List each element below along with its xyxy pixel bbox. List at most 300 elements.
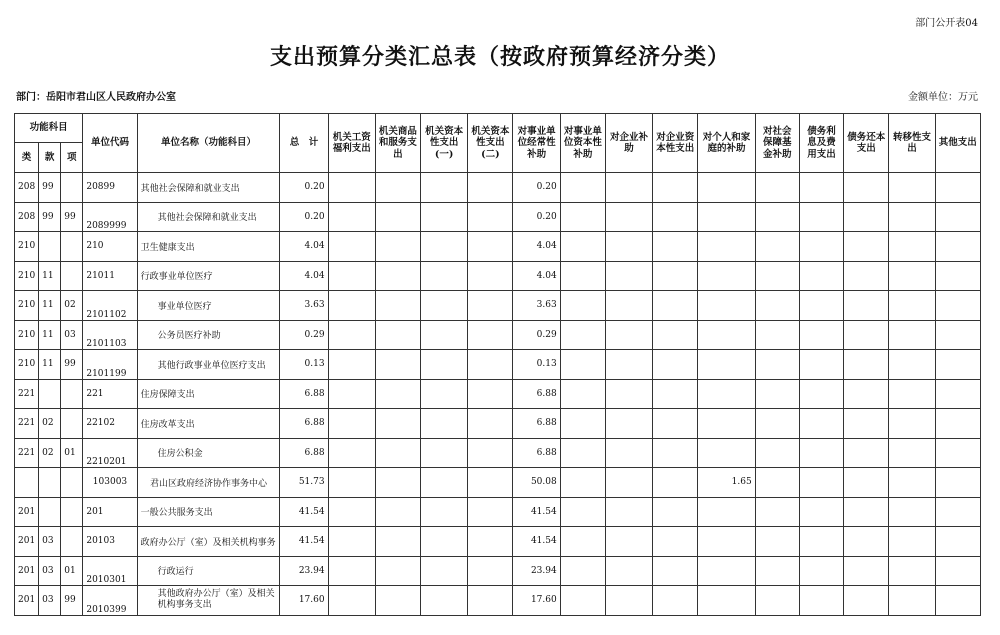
lei-cell: 201 [15,497,39,527]
amount-cell [605,586,652,616]
amount-cell [755,232,799,262]
department-label: 部门：岳阳市君山区人民政府办公室 [16,92,176,103]
amount-cell [935,468,980,498]
unit-name-cell: 卫生健康支出 [137,232,280,262]
amount-cell [468,173,513,203]
amount-cell [560,232,605,262]
amount-cell [375,468,420,498]
amount-cell [328,350,375,380]
table-row [15,261,981,291]
amount-cell [421,202,468,232]
total-cell: 6.88 [280,379,328,409]
col-header: 债务还本支出 [844,114,889,173]
amount-cell [421,468,468,498]
total-cell: 0.20 [280,202,328,232]
amount-cell [560,320,605,350]
amount-cell [698,379,755,409]
func-group-header: 功能科目 [15,114,83,143]
amount-cell: 6.88 [513,438,560,468]
unit-name-cell: 君山区政府经济协作事务中心 [137,468,280,498]
amount-cell [755,350,799,380]
lei-cell: 210 [15,261,39,291]
xiang-cell: 99 [61,202,83,232]
col-header: 对个人和家庭的补助 [698,114,755,173]
amount-cell: 0.20 [513,202,560,232]
amount-cell [375,409,420,439]
total-cell: 4.04 [280,232,328,262]
amount-cell [935,202,980,232]
total-cell: 4.04 [280,261,328,291]
amount-cell [468,527,513,557]
unit-name-cell: 住房保障支出 [137,379,280,409]
lei-cell: 210 [15,350,39,380]
xiang-cell: 99 [61,586,83,616]
amount-cell: 4.04 [513,261,560,291]
amount-cell [421,556,468,586]
unit-code-cell: 20103 [83,527,137,557]
amount-cell [844,556,889,586]
amount-cell [935,556,980,586]
amount-cell [844,409,889,439]
amount-cell [799,438,843,468]
table-row [15,320,981,350]
amount-cell [799,232,843,262]
amount-cell [421,409,468,439]
amount-cell [698,527,755,557]
amount-cell [935,379,980,409]
amount-cell: 3.63 [513,291,560,321]
amount-cell [560,527,605,557]
amount-cell [375,291,420,321]
lei-cell: 208 [15,173,39,203]
amount-cell [653,527,698,557]
amount-cell [375,173,420,203]
header-row-1 [15,114,981,143]
amount-cell [889,320,935,350]
xiang-cell: 02 [61,291,83,321]
col-header: 其他支出 [935,114,980,173]
kuan-cell: 99 [39,173,61,203]
unit-code-header: 单位代码 [83,114,137,173]
table-row [15,409,981,439]
amount-cell [468,320,513,350]
amount-cell [375,350,420,380]
amount-cell [468,232,513,262]
amount-cell [844,527,889,557]
xiang-cell: 99 [61,350,83,380]
total-header: 总 计 [280,114,328,173]
amount-cell: 4.04 [513,232,560,262]
table-row [15,556,981,586]
amount-cell [935,261,980,291]
unit-code-cell: 221 [83,379,137,409]
col-header: 对事业单位资本性补助 [560,114,605,173]
amount-cell [421,261,468,291]
amount-cell [375,232,420,262]
amount-cell: 0.20 [513,173,560,203]
amount-cell [468,497,513,527]
amount-cell [889,379,935,409]
amount-cell [799,173,843,203]
amount-cell [605,320,652,350]
col-header: 机关工资福利支出 [328,114,375,173]
amount-cell [468,556,513,586]
amount-cell [755,261,799,291]
lei-header: 类 [15,143,39,173]
kuan-cell: 11 [39,291,61,321]
amount-cell [560,409,605,439]
amount-cell [698,202,755,232]
amount-cell [799,586,843,616]
amount-cell [653,379,698,409]
amount-cell [889,202,935,232]
amount-cell: 17.60 [513,586,560,616]
amount-cell: 6.88 [513,379,560,409]
unit-name-cell: 一般公共服务支出 [137,497,280,527]
amount-cell: 0.13 [513,350,560,380]
amount-cell [799,468,843,498]
unit-name-cell: 政府办公厅（室）及相关机构事务 [137,527,280,557]
amount-cell [653,320,698,350]
amount-cell [468,350,513,380]
amount-cell: 0.29 [513,320,560,350]
amount-cell [605,468,652,498]
amount-cell [698,586,755,616]
xiang-cell: 01 [61,438,83,468]
total-cell: 41.54 [280,497,328,527]
amount-cell [653,350,698,380]
amount-cell [560,468,605,498]
amount-cell [328,409,375,439]
amount-cell [653,556,698,586]
amount-cell [421,527,468,557]
amount-cell [844,173,889,203]
amount-cell [698,350,755,380]
col-header: 机关资本性支出(一) [421,114,468,173]
xiang-cell [61,497,83,527]
kuan-cell: 02 [39,438,61,468]
lei-cell: 221 [15,409,39,439]
amount-cell [755,468,799,498]
table-row [15,497,981,527]
unit-code-cell: 2210201 [83,438,137,468]
amount-cell [698,556,755,586]
amount-cell [844,261,889,291]
amount-cell [698,497,755,527]
amount-cell [421,320,468,350]
amount-cell [889,438,935,468]
col-header: 转移性支出 [889,114,935,173]
total-cell: 6.88 [280,438,328,468]
amount-cell [653,291,698,321]
kuan-cell: 02 [39,409,61,439]
unit-name-cell: 其他行政事业单位医疗支出 [137,350,280,380]
xiang-cell [61,173,83,203]
page-title: 支出预算分类汇总表（按政府预算经济分类） [269,44,730,70]
amount-cell [799,556,843,586]
unit-code-cell: 21011 [83,261,137,291]
xiang-cell [61,468,83,498]
amount-cell [328,586,375,616]
unit-name-cell: 其他社会保障和就业支出 [137,173,280,203]
unit-name-cell: 其他政府办公厅（室）及相关机构事务支出 [137,586,280,616]
unit-code-cell: 2101199 [83,350,137,380]
amount-cell [889,291,935,321]
kuan-header: 款 [39,143,61,173]
amount-cell [935,586,980,616]
amount-cell [844,438,889,468]
amount-cell [889,350,935,380]
amount-cell [653,173,698,203]
table-row [15,468,981,498]
table-row [15,379,981,409]
amount-cell [560,379,605,409]
kuan-cell [39,379,61,409]
total-cell: 0.20 [280,173,328,203]
unit-name-cell: 住房公积金 [137,438,280,468]
kuan-cell: 03 [39,586,61,616]
amount-cell [421,438,468,468]
amount-cell [421,173,468,203]
xiang-cell [61,527,83,557]
unit-code-cell: 103003 [83,468,137,498]
total-cell: 3.63 [280,291,328,321]
unit-code-cell: 2010399 [83,586,137,616]
amount-cell [560,586,605,616]
amount-cell [889,556,935,586]
amount-cell [755,586,799,616]
amount-cell [328,291,375,321]
amount-cell [755,556,799,586]
unit-name-cell: 事业单位医疗 [137,291,280,321]
lei-cell: 201 [15,586,39,616]
table-row [15,173,981,203]
amount-cell [799,497,843,527]
amount-cell [698,261,755,291]
xiang-cell [61,379,83,409]
amount-cell [421,291,468,321]
amount-cell [605,261,652,291]
unit-code-cell: 22102 [83,409,137,439]
amount-cell [328,497,375,527]
table-body [15,173,981,616]
amount-cell [560,202,605,232]
total-cell: 41.54 [280,527,328,557]
total-cell: 0.29 [280,320,328,350]
amount-cell [560,291,605,321]
amount-cell [799,409,843,439]
amount-cell: 23.94 [513,556,560,586]
amount-cell [375,527,420,557]
amount-cell [605,291,652,321]
kuan-cell: 03 [39,527,61,557]
amount-cell [799,320,843,350]
amount-cell [653,409,698,439]
amount-cell [560,350,605,380]
amount-cell [421,379,468,409]
amount-cell [935,173,980,203]
amount-cell: 41.54 [513,527,560,557]
lei-cell: 208 [15,202,39,232]
amount-cell [653,202,698,232]
total-cell: 23.94 [280,556,328,586]
amount-cell [605,527,652,557]
amount-cell [468,202,513,232]
col-header: 对企业资本性支出 [653,114,698,173]
amount-cell [653,261,698,291]
amount-cell [328,379,375,409]
total-cell: 51.73 [280,468,328,498]
amount-cell [375,438,420,468]
amount-cell [844,291,889,321]
total-cell: 6.88 [280,409,328,439]
unit-code-cell: 2010301 [83,556,137,586]
amount-cell [698,291,755,321]
amount-cell [653,468,698,498]
amount-cell [844,232,889,262]
amount-cell [375,556,420,586]
amount-cell [328,556,375,586]
amount-cell [375,320,420,350]
table-row [15,438,981,468]
amount-cell: 6.88 [513,409,560,439]
amount-cell: 50.08 [513,468,560,498]
amount-cell [605,350,652,380]
xiang-cell: 03 [61,320,83,350]
amount-cell [889,261,935,291]
amount-cell [421,232,468,262]
amount-cell [560,497,605,527]
amount-cell [935,350,980,380]
amount-cell [799,527,843,557]
amount-cell [605,232,652,262]
amount-cell [889,232,935,262]
col-header: 对社会保障基金补助 [755,114,799,173]
amount-cell [935,438,980,468]
amount-cell [468,291,513,321]
amount-unit-label: 金额单位：万元 [908,92,978,103]
table-row [15,232,981,262]
xiang-cell: 01 [61,556,83,586]
kuan-cell [39,232,61,262]
amount-cell [653,232,698,262]
amount-cell [889,497,935,527]
amount-cell [375,202,420,232]
amount-cell [468,468,513,498]
amount-cell [844,320,889,350]
amount-cell [889,586,935,616]
budget-table [14,113,981,616]
amount-cell [375,379,420,409]
unit-name-cell: 行政事业单位医疗 [137,261,280,291]
kuan-cell: 11 [39,261,61,291]
lei-cell: 201 [15,527,39,557]
amount-cell [653,586,698,616]
amount-cell [755,527,799,557]
amount-cell [799,350,843,380]
unit-name-cell: 住房改革支出 [137,409,280,439]
table-row [15,527,981,557]
amount-cell [935,409,980,439]
col-header: 对事业单位经常性补助 [513,114,560,173]
kuan-cell [39,497,61,527]
amount-cell [421,497,468,527]
amount-cell [468,379,513,409]
table-row [15,291,981,321]
amount-cell [328,261,375,291]
amount-cell [755,173,799,203]
amount-cell [799,379,843,409]
amount-cell [755,291,799,321]
unit-name-cell: 其他社会保障和就业支出 [137,202,280,232]
amount-cell [328,468,375,498]
amount-cell [328,173,375,203]
amount-cell [653,438,698,468]
amount-cell [844,202,889,232]
amount-cell [755,379,799,409]
kuan-cell: 03 [39,556,61,586]
table-row [15,202,981,232]
lei-cell: 221 [15,438,39,468]
amount-cell [799,261,843,291]
unit-name-cell: 行政运行 [137,556,280,586]
amount-cell [653,497,698,527]
lei-cell: 210 [15,232,39,262]
amount-cell [328,438,375,468]
amount-cell [605,497,652,527]
amount-cell [844,379,889,409]
amount-cell [698,409,755,439]
amount-cell [935,497,980,527]
amount-cell [468,261,513,291]
amount-cell [755,409,799,439]
amount-cell [935,320,980,350]
amount-cell [605,438,652,468]
amount-cell [755,320,799,350]
unit-code-cell: 2101103 [83,320,137,350]
lei-cell: 221 [15,379,39,409]
amount-cell [605,556,652,586]
unit-code-cell: 2089999 [83,202,137,232]
amount-cell: 41.54 [513,497,560,527]
amount-cell [698,173,755,203]
amount-cell [935,527,980,557]
amount-cell [889,409,935,439]
amount-cell [560,173,605,203]
amount-cell [328,320,375,350]
xiang-cell [61,261,83,291]
amount-cell [468,409,513,439]
kuan-cell: 11 [39,320,61,350]
amount-cell [889,468,935,498]
amount-cell [698,320,755,350]
amount-cell [698,232,755,262]
col-header: 对企业补助 [605,114,652,173]
unit-code-cell: 201 [83,497,137,527]
col-header: 机关商品和服务支出 [375,114,420,173]
amount-cell [799,291,843,321]
amount-cell [605,202,652,232]
kuan-cell [39,468,61,498]
amount-cell [375,586,420,616]
amount-cell [328,232,375,262]
amount-cell [889,527,935,557]
unit-code-cell: 2101102 [83,291,137,321]
amount-cell [605,173,652,203]
xiang-cell [61,232,83,262]
amount-cell [375,261,420,291]
amount-cell [328,202,375,232]
